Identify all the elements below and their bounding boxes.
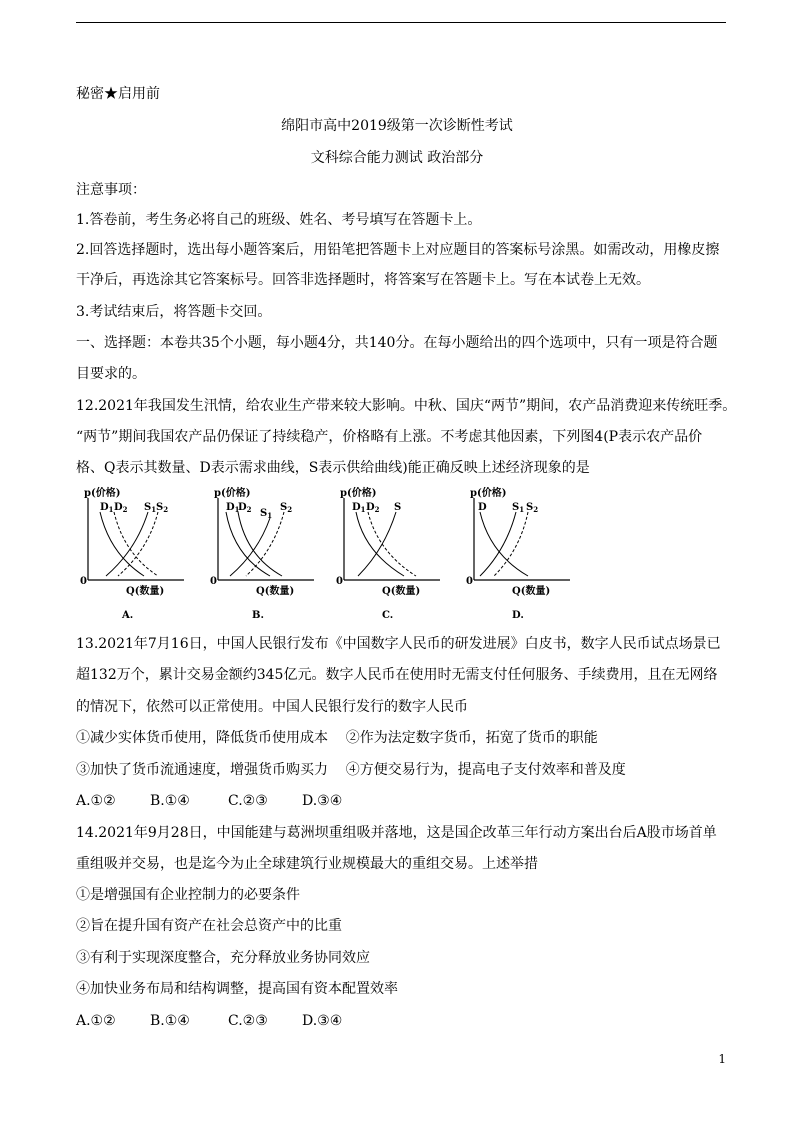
question-13-options: ①减少实体货币使用，降低货币使用成本 ②作为法定数字货币，拓宽了货币的职能 [76, 730, 598, 746]
graph-a [78, 484, 198, 624]
confidential-mark: 秘密★启用前 [76, 86, 160, 102]
choice-a: A.①② [76, 793, 116, 809]
header-rule [76, 22, 726, 23]
svg-text:D: D [478, 502, 487, 513]
section-instruction: 一、选择题：本卷共35个小题，每小题4分，共140分。在每小题给出的四个选项中，只有一项是符合题 [76, 335, 718, 351]
svg-text:D1: $D_1$ [352, 502, 366, 514]
question-14-option: ②旨在提升国有资产在社会总资产中的比重 [76, 918, 342, 934]
question-12-text: 格、Q表示其数量、D表示需求曲线，S表示供给曲线)能正确反映上述经济现象的是 [76, 460, 590, 476]
svg-text:D2: $D_2$ [238, 502, 252, 514]
choice-a: A.①② [76, 1013, 116, 1029]
option-label: A. [122, 610, 134, 621]
question-14-text: 重组吸并交易，也是迄今为止全球建筑行业规模最大的重组交易。上述举措 [76, 856, 538, 872]
question-14-option: ④加快业务布局和结构调整，提高国有资本配置效率 [76, 981, 398, 997]
choice-b: B.①④ [150, 793, 190, 809]
svg-text:S2: $S_2$ [526, 502, 539, 514]
graph-c [334, 484, 454, 624]
y-axis-label: p(价格) [470, 488, 507, 499]
notice-item: 1.答卷前，考生务必将自己的班级、姓名、考号填写在答题卡上。 [76, 212, 482, 228]
svg-text:D1: $D_1$ [226, 502, 240, 514]
x-axis-label: Q(数量) [512, 586, 551, 597]
choice-c: C.②③ [228, 793, 268, 809]
origin-label: 0 [80, 576, 87, 587]
svg-text:S1: $S_1$ [144, 502, 157, 514]
question-13-text: 13.2021年7月16日，中国人民银行发布《中国数字人民币的研发进展》白皮书，数字人民币试点场景已 [76, 636, 721, 652]
question-12-text: “两节”期间我国农产品仍保证了持续稳产，价格略有上涨。不考虑其他因素，下列图4(P表示农产品价 [76, 429, 703, 445]
choice-c: C.②③ [228, 1013, 268, 1029]
choice-b: B.①④ [150, 1013, 190, 1029]
y-axis-label: p(价格) [84, 488, 121, 499]
notice-item: 3.考试结束后，将答题卡交回。 [76, 304, 272, 320]
x-axis-label: Q(数量) [382, 586, 421, 597]
svg-text:S1: $S_1$ [260, 508, 273, 520]
option-label: C. [382, 610, 394, 621]
supply-curve-s2 [246, 512, 284, 576]
choice-d: D.③④ [302, 1013, 343, 1029]
origin-label: 0 [336, 576, 343, 587]
svg-text:S2: $S_2$ [156, 502, 169, 514]
supply-curve-s2 [118, 512, 158, 576]
svg-text:S1: $S_1$ [512, 502, 525, 514]
question-13-options: ③加快了货币流通速度，增强货币购买力 ④方便交易行为，提高电子支付效率和普及度 [76, 762, 626, 778]
choice-d: D.③④ [302, 793, 343, 809]
demand-curve-d1 [356, 512, 404, 576]
svg-text:S: S [394, 502, 402, 513]
notice-heading: 注意事项： [76, 182, 146, 198]
question-14-text: 14.2021年9月28日，中国能建与葛洲坝重组吸并落地，这是国企改革三年行动方案出台后A股市场首单 [76, 825, 717, 841]
demand-curve-d2 [114, 512, 158, 576]
question-13-text: 超132万个，累计交易金额约345亿元。数字人民币在使用时无需支付任何服务、手续费用，且在无网络 [76, 667, 718, 683]
question-13-text: 的情况下，依然可以正常使用。中国人民银行发行的数字人民币 [76, 699, 468, 715]
page-number: 1 [718, 1052, 726, 1066]
question-12-text: 12.2021年我国发生汛情，给农业生产带来较大影响。中秋、国庆“两节”期间，农产品消费迎来传统旺季。 [76, 398, 737, 414]
graph-b [208, 484, 328, 624]
demand-curve-d2 [368, 512, 416, 576]
graph-d [464, 484, 584, 624]
demand-curve-d1 [100, 512, 144, 576]
y-axis-label: p(价格) [340, 488, 377, 499]
x-axis-label: Q(数量) [126, 586, 165, 597]
notice-item: 干净后，再选涂其它答案标号。回答非选择题时，将答案写在答题卡上。写在本试卷上无效。 [76, 272, 650, 288]
exam-title: 绵阳市高中2019级第一次诊断性考试 [281, 118, 513, 134]
x-axis-label: Q(数量) [256, 586, 295, 597]
svg-text:D1: $D_1$ [100, 502, 114, 514]
exam-subtitle: 文科综合能力测试 政治部分 [310, 150, 484, 166]
origin-label: 0 [466, 576, 473, 587]
notice-item: 2.回答选择题时，选出每小题答案后，用铅笔把答题卡上对应题目的答案标号涂黑。如需改动，用橡皮擦 [76, 242, 720, 258]
supply-curve-s1 [230, 518, 270, 576]
origin-label: 0 [210, 576, 217, 587]
supply-curve-s1 [480, 512, 516, 576]
option-label: B. [252, 610, 264, 621]
svg-text:S2: $S_2$ [280, 502, 293, 514]
question-14-option: ①是增强国有企业控制力的必要条件 [76, 887, 300, 903]
option-label: D. [512, 610, 524, 621]
demand-curve-d2 [238, 512, 282, 576]
section-instruction: 目要求的。 [76, 366, 146, 382]
supply-curve-s2 [494, 512, 528, 576]
y-axis-label: p(价格) [214, 488, 251, 499]
svg-text:D2: $D_2$ [114, 502, 128, 514]
demand-curve-d1 [226, 512, 270, 576]
question-14-option: ③有利于实现深度整合，充分释放业务协同效应 [76, 950, 370, 966]
svg-text:D2: $D_2$ [366, 502, 380, 514]
